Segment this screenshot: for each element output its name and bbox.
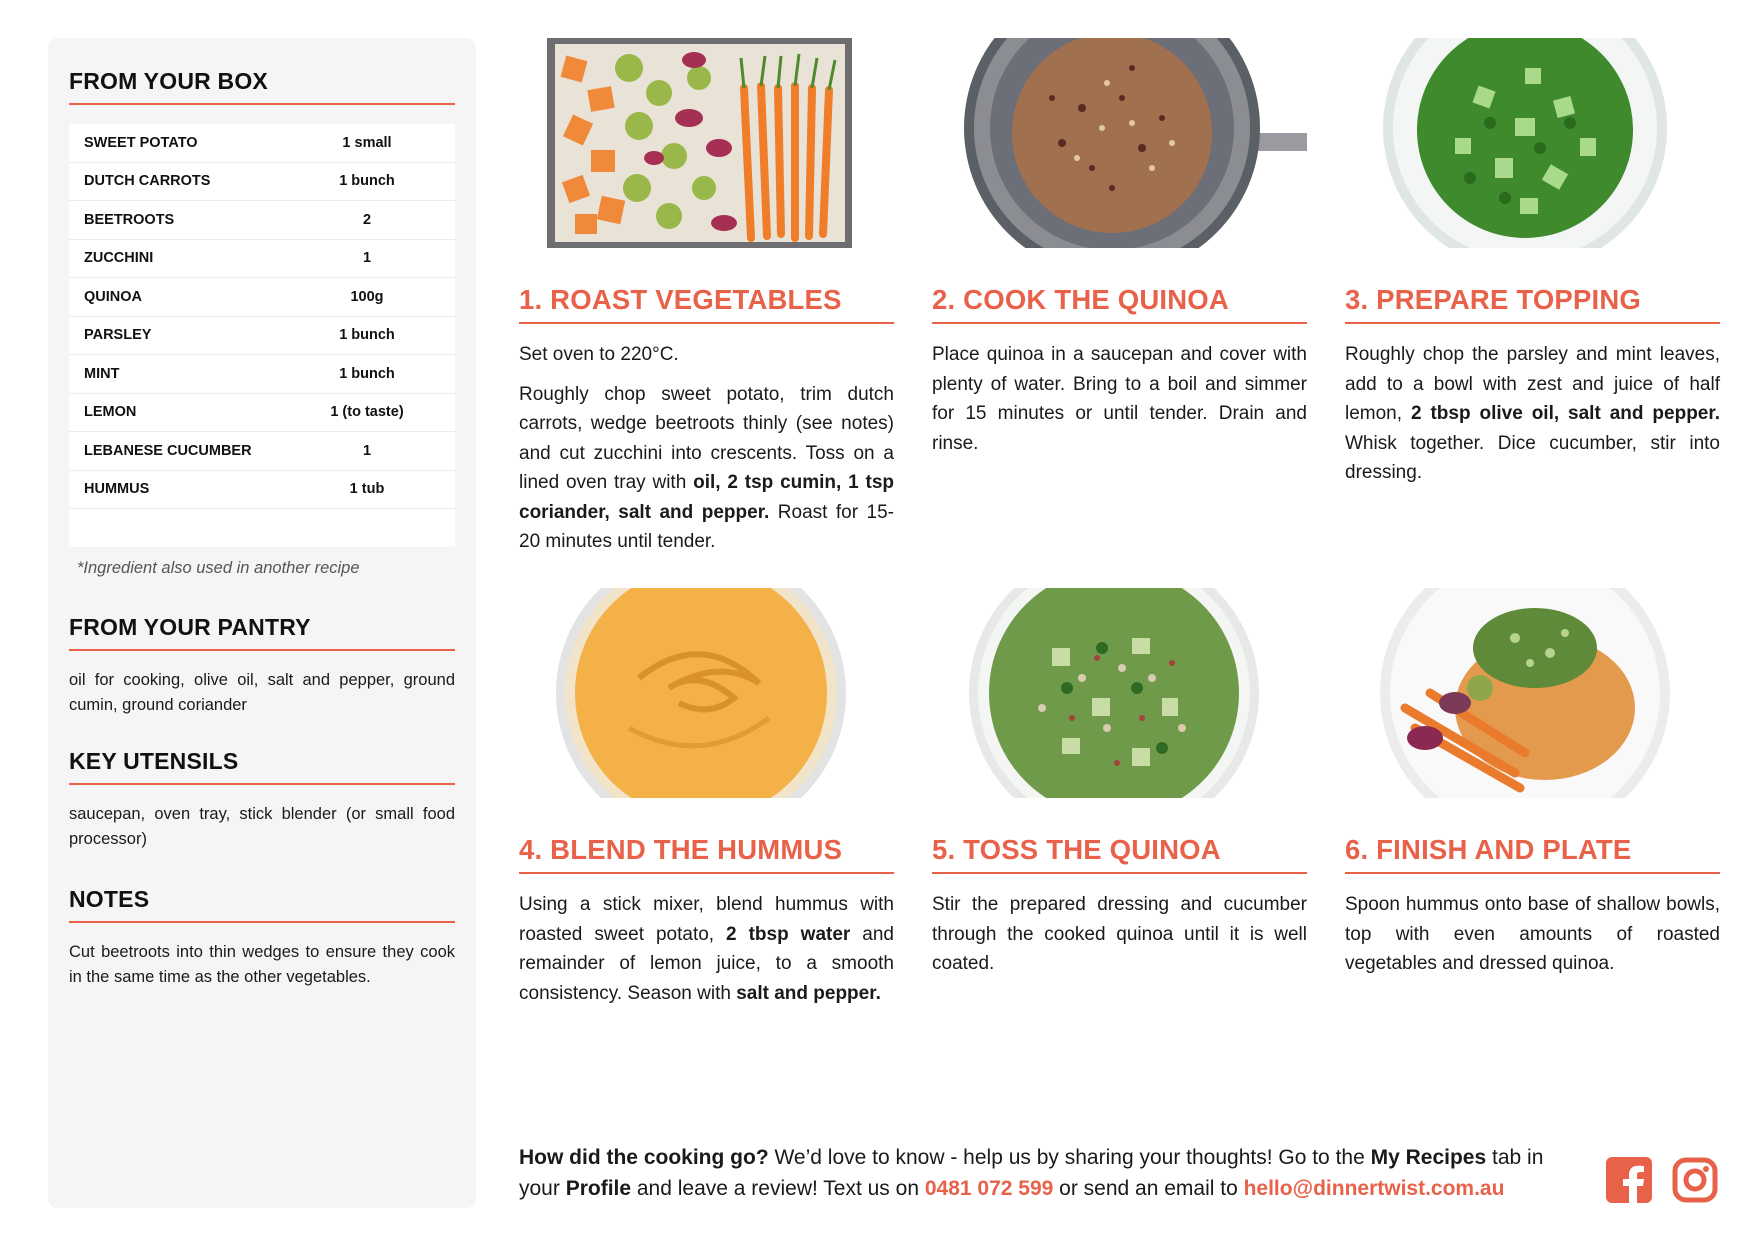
footer-text-4: or send an email to [1053,1177,1244,1200]
ingredient-name: QUINOA [84,288,142,305]
utensils-text: saucepan, oven tray, stick blender (or small food processor) [69,805,455,848]
ingredient-qty: 1 small [342,134,392,151]
ingredient-qty: 1 bunch [339,173,395,190]
step-1-title: 1. ROAST VEGETABLES [519,284,894,324]
step-1-text-a: Roughly chop sweet potato, trim dutch carrots, wedge beetroots thinly (see notes) and cut zucchini into crescents. Toss on a lined oven tray with [519,383,894,493]
notes-title: NOTES [69,886,455,923]
step-6 [1345,588,1720,989]
step-4-text-d: salt and pepper. [736,982,881,1004]
ingredient-qty: 1 bunch [339,365,395,382]
table-spacer [69,509,455,547]
notes-section [69,886,455,990]
step-6-p1: Spoon hummus onto base of shallow bowls, top with even amounts of roasted vegetables and dressed quinoa. [1345,894,1720,974]
table-row [69,163,455,202]
ingredients-sidebar [48,38,476,1208]
ingredient-name: PARSLEY [84,327,152,344]
table-row [69,240,455,279]
ingredients-table [69,124,455,547]
ingredient-qty: 1 bunch [339,327,395,344]
table-row [69,124,455,163]
step-3-p1 [1345,340,1720,488]
box-title: FROM YOUR BOX [69,68,455,105]
step-1-text-b: oil, 2 tsp cumin, 1 tsp coriander, salt and pepper. [519,472,895,523]
table-row [69,201,455,240]
step-3-text [1345,340,1720,488]
step-6-title: 6. FINISH AND PLATE [1345,834,1720,874]
step-4-p1 [519,890,894,1008]
step-4-text-a: Using a stick mixer, blend hummus with roasted sweet potato, [519,894,894,945]
ingredient-qty: 1 [362,442,372,459]
step-5 [932,588,1307,989]
step-6-photo [1345,588,1720,798]
step-1 [519,38,894,567]
table-row [69,355,455,394]
step-3-text-b: 2 tbsp olive oil, salt and pepper. [1410,403,1720,424]
step-4-text-c: and remainder of lemon juice, to a smooth consistency. Season with [519,923,894,1004]
step-5-p1: Stir the prepared dressing and cucumber through the cooked quinoa until it is well coated. [932,894,1307,974]
table-row [69,471,455,510]
footer-text-2: tab in your [519,1146,1544,1200]
step-4-text-b: 2 tbsp water [726,923,851,945]
instagram-icon[interactable] [1672,1157,1718,1203]
facebook-icon[interactable] [1606,1157,1652,1203]
ingredient-qty: 2 [362,211,372,228]
ingredient-name: MINT [84,365,120,382]
step-5-title: 5. TOSS THE QUINOA [932,834,1307,874]
footer-text-1: We’d love to know - help us by sharing your thoughts! Go to the [768,1146,1371,1169]
feedback-footer [519,1142,1579,1204]
my-recipes-label: My Recipes [1370,1146,1487,1169]
ingredient-qty: 100g [350,288,384,305]
step-5-text [932,890,1307,979]
step-4-title: 4. BLEND THE HUMMUS [519,834,894,874]
table-row [69,394,455,433]
ingredient-qty: 1 [362,250,372,267]
step-1-text-c: Roast for 15-20 minutes until tender. [519,501,895,552]
step-3 [1345,38,1720,498]
phone-link[interactable]: 0481 072 599 [924,1177,1054,1200]
ingredient-qty: 1 (to taste) [330,404,404,421]
utensils-section [69,748,455,852]
step-1-text [519,340,894,557]
step-2-title: 2. COOK THE QUINOA [932,284,1307,324]
ingredient-name: HUMMUS [84,481,150,498]
footnote: *Ingredient also used in another recipe [77,559,360,577]
step-3-text-a: Roughly chop the parsley and mint leaves, add to a bowl with zest and juice of half lemon, [1345,344,1720,424]
footer-question: How did the cooking go? [519,1146,769,1169]
step-1-p2 [519,380,894,557]
pantry-title: FROM YOUR PANTRY [69,614,455,651]
utensils-title: KEY UTENSILS [69,748,455,785]
step-4-photo [519,588,894,798]
email-link[interactable]: hello@dinnertwist.com.au [1243,1177,1505,1200]
step-3-title: 3. PREPARE TOPPING [1345,284,1720,324]
pantry-text: oil for cooking, olive oil, salt and pepper, ground cumin, ground coriander [69,671,455,714]
step-1-photo [519,38,894,248]
step-6-text [1345,890,1720,979]
step-2-photo [932,38,1307,248]
table-row [69,432,455,471]
table-row [69,278,455,317]
pantry-section [69,614,455,718]
step-3-text-c: Whisk together. Dice cucumber, stir into dressing. [1345,432,1720,483]
ingredient-name: ZUCCHINI [84,250,154,267]
ingredient-name: DUTCH CARROTS [84,173,211,190]
step-3-photo [1345,38,1720,248]
step-4 [519,588,894,1018]
table-row [69,317,455,356]
step-4-text [519,890,894,1008]
ingredient-name: SWEET POTATO [84,134,198,151]
ingredient-name: LEBANESE CUCUMBER [84,442,252,459]
step-1-p1: Set oven to 220°C. [519,344,679,365]
ingredient-qty: 1 tub [349,481,385,498]
step-2-p1: Place quinoa in a saucepan and cover with plenty of water. Bring to a boil and simmer for 15 minutes or until tender. Drain and rinse. [932,344,1307,454]
ingredient-name: LEMON [84,404,137,421]
step-2-text [932,340,1307,458]
profile-label: Profile [565,1177,632,1200]
step-5-photo [932,588,1307,798]
notes-text: Cut beetroots into thin wedges to ensure they cook in the same time as the other vegetables. [69,943,455,986]
step-2 [932,38,1307,468]
footer-text-3: and leave a review! Text us on [631,1177,925,1200]
ingredient-name: BEETROOTS [84,211,175,228]
